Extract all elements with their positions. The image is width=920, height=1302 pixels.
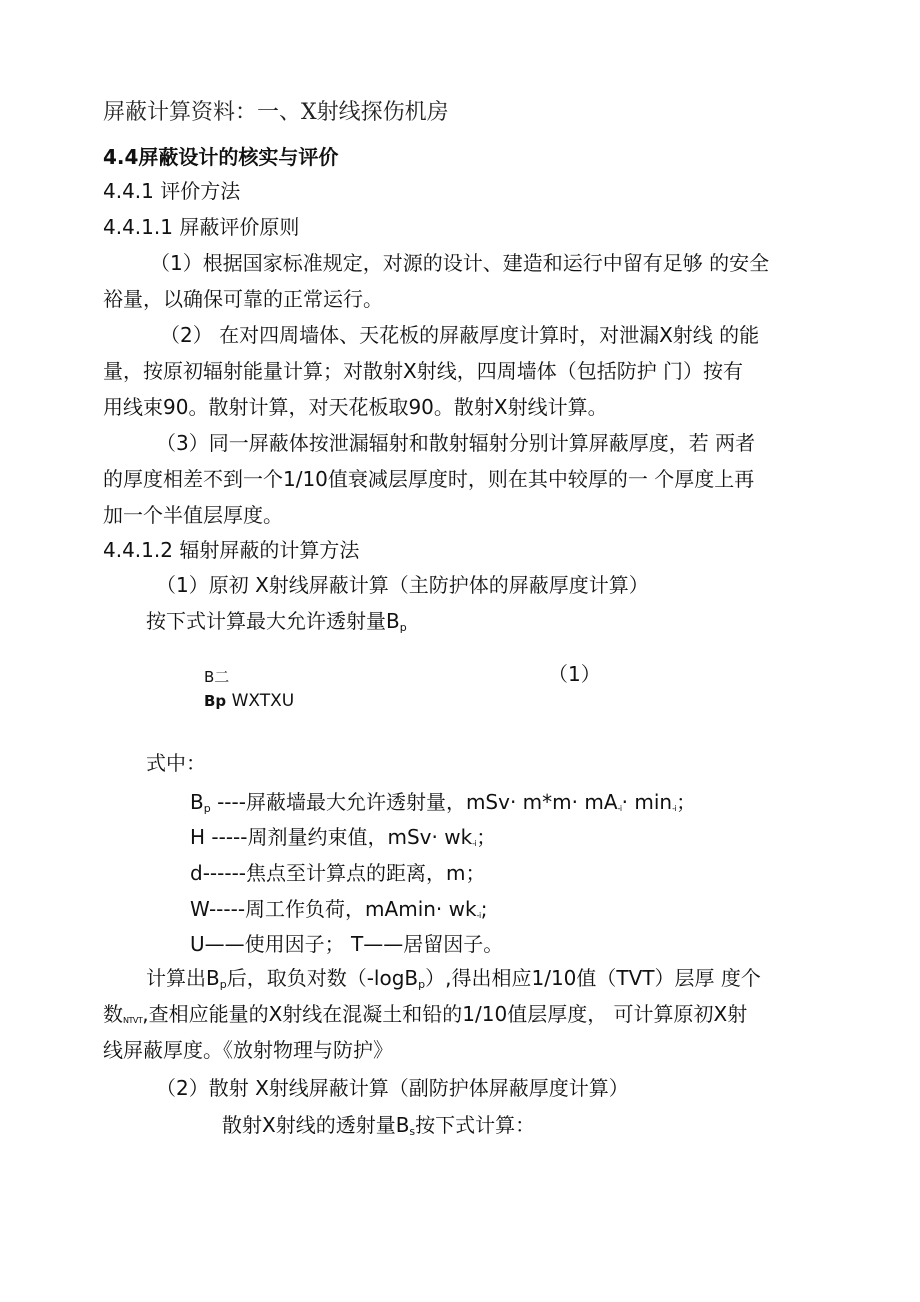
formula-1-wxtxu: WXTXU bbox=[226, 691, 295, 711]
def-bp-letter: B bbox=[190, 790, 204, 814]
calc-1-intro bbox=[146, 608, 407, 641]
formula-1-top: B二 bbox=[204, 668, 230, 686]
def-bp-text3: ； bbox=[676, 790, 697, 814]
result-l1-sub: p bbox=[219, 978, 227, 991]
paragraph-1-line-2: 裕量，以确保可靠的正常运行。 bbox=[103, 287, 383, 311]
calc-2-intro-sub: s bbox=[409, 1125, 416, 1138]
def-bp-text: ----屏蔽墙最大允许透射量，mSv· m*m· mA bbox=[210, 790, 618, 814]
calc-1-heading: （1）原初 X射线屏蔽计算（主防护体的屏蔽厚度计算） bbox=[156, 573, 649, 597]
paragraph-3-line-2: 的厚度相差不到一个1/10值衰减层厚度时，则在其中较厚的一 个厚度上再 bbox=[103, 467, 755, 491]
formula-1-bottom bbox=[204, 688, 294, 714]
calc-2-heading: （2）散射 X射线屏蔽计算（副防护体屏蔽厚度计算） bbox=[156, 1076, 629, 1100]
calc-2-intro bbox=[222, 1112, 535, 1145]
calc-1-intro-text: 按下式计算最大允许透射量B bbox=[146, 609, 400, 633]
calc-1-intro-subscript: p bbox=[399, 621, 407, 634]
result-paragraph-line-2 bbox=[103, 1001, 747, 1034]
section-heading-4-4-1: 4.4.1 评价方法 bbox=[103, 179, 241, 203]
paragraph-3-line-3: 加一个半值层厚度。 bbox=[103, 503, 283, 527]
def-h-text: H -----周剂量约束值，mSv· wk bbox=[190, 825, 473, 849]
def-w-text: W-----周工作负荷，mAmin· wk bbox=[190, 897, 477, 921]
formula-1-number: （1） bbox=[548, 662, 601, 686]
section-heading-4-4-1-2: 4.4.1.2 辐射屏蔽的计算方法 bbox=[103, 538, 360, 562]
paragraph-2-line-3: 用线束90。散射计算，对天花板取90。散射X射线计算。 bbox=[103, 395, 608, 419]
result-l1-a: 计算出B bbox=[146, 966, 220, 990]
section-heading-4-4-1-1: 4.4.1.1 屏蔽评价原则 bbox=[103, 215, 300, 239]
paragraph-2-line-1: （2） 在对四周墙体、天花板的屏蔽厚度计算时，对泄漏X射线 的能 bbox=[160, 323, 760, 347]
paragraph-1-line-1: （1）根据国家标准规定，对源的设计、建造和运行中留有足够 的安全 bbox=[150, 251, 770, 275]
def-w-sub: -i bbox=[476, 911, 481, 920]
result-paragraph-line-3: 线屏蔽厚度。《放射物理与防护》 bbox=[103, 1038, 393, 1062]
def-bp-sub3: -i bbox=[672, 804, 677, 813]
definition-bp bbox=[190, 789, 696, 822]
def-bp-text2: · min bbox=[621, 790, 673, 814]
section-heading-4-4: 4.4屏蔽设计的核实与评价 bbox=[103, 145, 339, 169]
result-l1-b: 后，取负对数（-logB bbox=[226, 966, 419, 990]
paragraph-2-line-2: 量，按原初辐射能量计算；对散射X射线，四周墙体（包括防护 门）按有 bbox=[103, 359, 744, 383]
definition-d: d------焦点至计算点的距离，m； bbox=[190, 861, 486, 885]
calc-2-intro-a: 散射X射线的透射量B bbox=[222, 1113, 410, 1137]
result-l1-sub2: p bbox=[418, 978, 426, 991]
result-paragraph-line-1 bbox=[146, 965, 761, 998]
paragraph-3-line-1: （3）同一屏蔽体按泄漏辐射和散射辐射分别计算屏蔽厚度，若 两者 bbox=[156, 431, 756, 455]
result-l2-a: 数 bbox=[103, 1002, 123, 1026]
calc-2-intro-b: 按下式计算： bbox=[415, 1113, 536, 1137]
where-label: 式中： bbox=[146, 751, 206, 775]
result-l1-c: ）,得出相应1/10值（TVT）层厚 度个 bbox=[425, 966, 761, 990]
def-h-sub: -i bbox=[472, 839, 477, 848]
def-w-end: ; bbox=[480, 897, 488, 921]
definition-u-t: U——使用因子； T——居留因子。 bbox=[190, 932, 504, 956]
def-bp-sub: p bbox=[203, 802, 211, 815]
result-l2-sub: NTVT bbox=[123, 1016, 143, 1025]
document-title: 屏蔽计算资料：一、X射线探伤机房 bbox=[103, 100, 449, 125]
definition-h bbox=[190, 824, 496, 857]
def-bp-sub2: -i bbox=[617, 804, 622, 813]
def-h-end: ； bbox=[476, 825, 497, 849]
formula-1-bp: Bp bbox=[204, 692, 227, 710]
result-l2-b: ,查相应能量的X射线在混凝土和铅的1/10值层厚度， 可计算原初X射 bbox=[142, 1002, 748, 1026]
definition-w bbox=[190, 896, 487, 929]
